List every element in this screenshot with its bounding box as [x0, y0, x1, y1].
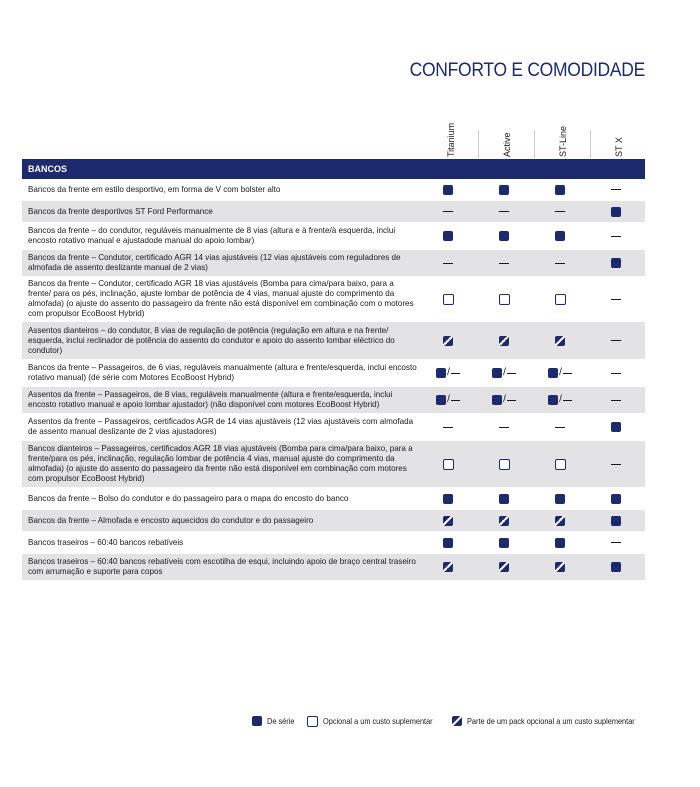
slash-icon: / [447, 367, 450, 378]
availability-cell-active [484, 223, 524, 249]
table-row [22, 322, 645, 360]
availability-cell-active [484, 179, 524, 200]
table-row [22, 441, 645, 488]
availability-cell-active [484, 322, 524, 359]
not-available-dash-icon [555, 211, 565, 212]
availability-cell-titanium [428, 223, 468, 249]
not-available-dash-icon [611, 299, 621, 300]
legend-standard: De série [252, 716, 297, 726]
standard-square-icon [492, 368, 502, 378]
availability-cell-st-line [540, 414, 580, 440]
pack-square-icon [499, 562, 509, 572]
pack-square-icon [555, 562, 565, 572]
legend-optional: Opcional a um custo suplementar [307, 716, 442, 727]
standard-square-icon [555, 538, 565, 548]
availability-cell-active [484, 510, 524, 531]
availability-cell-st-x [596, 441, 636, 487]
standard-or-none-icon [492, 368, 516, 378]
availability-cell-titanium [428, 441, 468, 487]
standard-square-icon [548, 395, 558, 405]
optional-square-icon [443, 459, 454, 470]
not-available-dash-icon [611, 464, 621, 465]
table-row [22, 201, 645, 223]
not-available-dash-icon [611, 189, 621, 190]
standard-square-icon [611, 562, 621, 572]
availability-cell-st-line [540, 488, 580, 509]
not-available-dash-icon [611, 236, 621, 237]
optional-square-icon [307, 716, 318, 727]
availability-cell-titanium [428, 387, 468, 413]
column-divider [534, 130, 535, 158]
column-header-titanium: Titanium [446, 122, 456, 157]
row-label: Bancos traseiros – 60:40 bancos rebatíveis com escotilha de esqui, incluindo apoio de braço central traseiro com arrumação e suporte para copos [28, 557, 416, 576]
availability-cell-titanium [428, 179, 468, 200]
column-header-active: Active [502, 132, 512, 157]
row-label: Bancos da frente desportivos ST Ford Performance [28, 206, 213, 216]
pack-square-icon [443, 562, 453, 572]
availability-cell-st-line [540, 250, 580, 276]
standard-square-icon [499, 494, 509, 504]
dash-icon [563, 400, 572, 401]
standard-or-none-icon [492, 395, 516, 405]
row-label: Assentos da frente – Passageiros, certificados AGR de 14 vias ajustáveis (12 vias ajustáveis com almofada de assento manual deslizante de 2 vias ajustadores) [28, 417, 414, 436]
slash-icon: / [447, 394, 450, 405]
availability-cell-st-x [596, 414, 636, 440]
row-label: Assentos dianteiros – do condutor, 8 vias de regulação de potência (regulação em altura e na frente/ esquerda, inclui reclinador de potência do assento do condutor e apoio do assento lombar eléctrico do condutor) [28, 325, 395, 355]
availability-cell-titanium [428, 532, 468, 553]
row-label: Bancos traseiros – 60:40 bancos rebatíveis [28, 537, 184, 547]
availability-cell-st-line [540, 441, 580, 487]
standard-square-icon [443, 494, 453, 504]
availability-cell-st-line [540, 223, 580, 249]
availability-cell-st-x [596, 360, 636, 386]
availability-cell-active [484, 277, 524, 321]
table-row [22, 360, 645, 387]
availability-cell-st-x [596, 277, 636, 321]
standard-square-icon [555, 185, 565, 195]
availability-cell-active [484, 250, 524, 276]
availability-cell-titanium [428, 554, 468, 580]
pack-square-icon [443, 516, 453, 526]
availability-cell-active [484, 201, 524, 222]
dash-icon [451, 373, 460, 374]
optional-square-icon [443, 294, 454, 305]
standard-square-icon [443, 185, 453, 195]
not-available-dash-icon [555, 427, 565, 428]
slash-icon: / [503, 367, 506, 378]
row-label: Bancos da frente – do condutor, reguláveis manualmente de 8 vias (altura e à frente/à esquerda, inclui encosto rotativo manual e ajustadode manual do apoio lombar) [28, 226, 396, 245]
standard-square-icon [611, 207, 621, 217]
availability-cell-st-x [596, 532, 636, 553]
not-available-dash-icon [443, 263, 453, 264]
standard-or-none-icon [548, 395, 572, 405]
standard-square-icon [443, 231, 453, 241]
features-table [22, 179, 645, 581]
standard-square-icon [436, 368, 446, 378]
availability-cell-active [484, 360, 524, 386]
table-row [22, 510, 645, 532]
availability-cell-titanium [428, 277, 468, 321]
dash-icon [563, 373, 572, 374]
standard-square-icon [555, 494, 565, 504]
standard-square-icon [499, 538, 509, 548]
availability-cell-st-x [596, 250, 636, 276]
availability-cell-active [484, 554, 524, 580]
availability-cell-active [484, 387, 524, 413]
legend-pack: Parte de um pack opcional a um custo suplementar [452, 716, 649, 726]
pack-square-icon [555, 336, 565, 346]
table-row [22, 223, 645, 250]
table-row [22, 179, 645, 201]
availability-cell-st-line [540, 360, 580, 386]
availability-cell-st-line [540, 322, 580, 359]
not-available-dash-icon [611, 340, 621, 341]
availability-cell-active [484, 532, 524, 553]
availability-cell-st-line [540, 510, 580, 531]
standard-or-none-icon [436, 395, 460, 405]
legend [0, 716, 700, 730]
availability-cell-titanium [428, 510, 468, 531]
availability-cell-titanium [428, 360, 468, 386]
column-header-st-x: ST X [614, 137, 624, 157]
availability-cell-active [484, 488, 524, 509]
table-row [22, 554, 645, 581]
standard-square-icon [492, 395, 502, 405]
optional-square-icon [499, 459, 510, 470]
availability-cell-st-line [540, 179, 580, 200]
section-header-bancos: BANCOS [22, 159, 645, 179]
slash-icon: / [503, 394, 506, 405]
standard-square-icon [252, 716, 262, 726]
dash-icon [507, 400, 516, 401]
standard-square-icon [611, 422, 621, 432]
page-title: CONFORTO E COMODIDADE [409, 60, 645, 81]
not-available-dash-icon [611, 373, 621, 374]
not-available-dash-icon [499, 427, 509, 428]
optional-square-icon [555, 294, 566, 305]
standard-square-icon [555, 231, 565, 241]
availability-cell-st-x [596, 223, 636, 249]
table-row [22, 250, 645, 277]
availability-cell-st-x [596, 554, 636, 580]
availability-cell-st-x [596, 179, 636, 200]
standard-or-none-icon [436, 368, 460, 378]
standard-square-icon [436, 395, 446, 405]
column-header-st-line: ST-Line [558, 125, 568, 157]
availability-cell-titanium [428, 488, 468, 509]
optional-square-icon [555, 459, 566, 470]
availability-cell-st-x [596, 488, 636, 509]
availability-cell-st-x [596, 201, 636, 222]
standard-square-icon [611, 516, 621, 526]
not-available-dash-icon [611, 400, 621, 401]
standard-square-icon [499, 185, 509, 195]
standard-square-icon [499, 231, 509, 241]
row-label: Bancos da frente em estilo desportivo, em forma de V com bolster alto [28, 184, 281, 194]
pack-square-icon [499, 336, 509, 346]
not-available-dash-icon [611, 542, 621, 543]
column-divider [478, 130, 479, 158]
pack-square-icon [452, 716, 462, 726]
standard-square-icon [443, 538, 453, 548]
availability-cell-st-line [540, 532, 580, 553]
standard-square-icon [611, 258, 621, 268]
pack-square-icon [499, 516, 509, 526]
availability-cell-st-line [540, 201, 580, 222]
not-available-dash-icon [499, 211, 509, 212]
not-available-dash-icon [443, 211, 453, 212]
not-available-dash-icon [499, 263, 509, 264]
slash-icon: / [559, 367, 562, 378]
availability-cell-st-line [540, 277, 580, 321]
table-row [22, 277, 645, 322]
availability-cell-st-line [540, 387, 580, 413]
column-headers [0, 115, 700, 159]
table-row [22, 488, 645, 510]
dash-icon [507, 373, 516, 374]
standard-or-none-icon [548, 368, 572, 378]
row-label: Bancos dianteiros – Passageiros, certificados AGR 18 vias ajustáveis (Bomba para cima/para baixo, para a frente/para os pés, inclinação, regulação lombar de potência 4 vias, manual ajuste do comprimento da almofada) (o ajuste do assento do passageiro da frente não está disponível em combinação com motores com propulsor EcoBoost Hybrid) [28, 444, 413, 483]
standard-square-icon [548, 368, 558, 378]
row-label: Bancos da frente – Passageiros, de 6 vias, reguláveis manualmente (altura e frente/esquerda, inclui encosto rotativo manual) (de série com Motores EcoBoost Hybrid) [28, 363, 417, 382]
availability-cell-st-line [540, 554, 580, 580]
availability-cell-titanium [428, 250, 468, 276]
availability-cell-active [484, 414, 524, 440]
optional-square-icon [499, 294, 510, 305]
column-divider [590, 130, 591, 158]
standard-square-icon [611, 494, 621, 504]
table-row [22, 387, 645, 414]
pack-square-icon [555, 516, 565, 526]
table-row [22, 532, 645, 554]
not-available-dash-icon [555, 263, 565, 264]
availability-cell-titanium [428, 414, 468, 440]
row-label: Bancos da frente – Condutor, certificado AGR 14 vias ajustáveis (12 vias ajustáveis com reguladores de almofada de assento deslizante manual de 2 vias) [28, 253, 401, 272]
availability-cell-st-x [596, 322, 636, 359]
slash-icon: / [559, 394, 562, 405]
row-label: Bancos da frente – Condutor, certificado AGR 18 vias ajustáveis (Bomba para cima/para baixo, para a frente/ para os pés, inclinação, ajuste lombar de potência de 4 vias, manual ajuste do comprimento da almofada) (o ajuste do assento do passageiro da frente não está disponível em combinação com o motores com propulsor EcoBoost Hybrid) [28, 279, 414, 318]
not-available-dash-icon [443, 427, 453, 428]
pack-square-icon [443, 336, 453, 346]
dash-icon [451, 400, 460, 401]
table-row [22, 414, 645, 441]
availability-cell-active [484, 441, 524, 487]
row-label: Bancos da frente – Bolso do condutor e do passageiro para o mapa do encosto do banco [28, 493, 349, 503]
row-label: Bancos da frente – Almofada e encosto aquecidos do condutor e do passageiro [28, 515, 314, 525]
availability-cell-st-x [596, 387, 636, 413]
row-label: Assentos da frente – Passageiros, de 8 vias, reguláveis manualmente (altura e frente/esquerda, inclui encosto rotativo manual e apoio lombar ajustador) (não disponível com motores EcoBoost Hybrid) [28, 390, 393, 409]
availability-cell-st-x [596, 510, 636, 531]
availability-cell-titanium [428, 322, 468, 359]
availability-cell-titanium [428, 201, 468, 222]
